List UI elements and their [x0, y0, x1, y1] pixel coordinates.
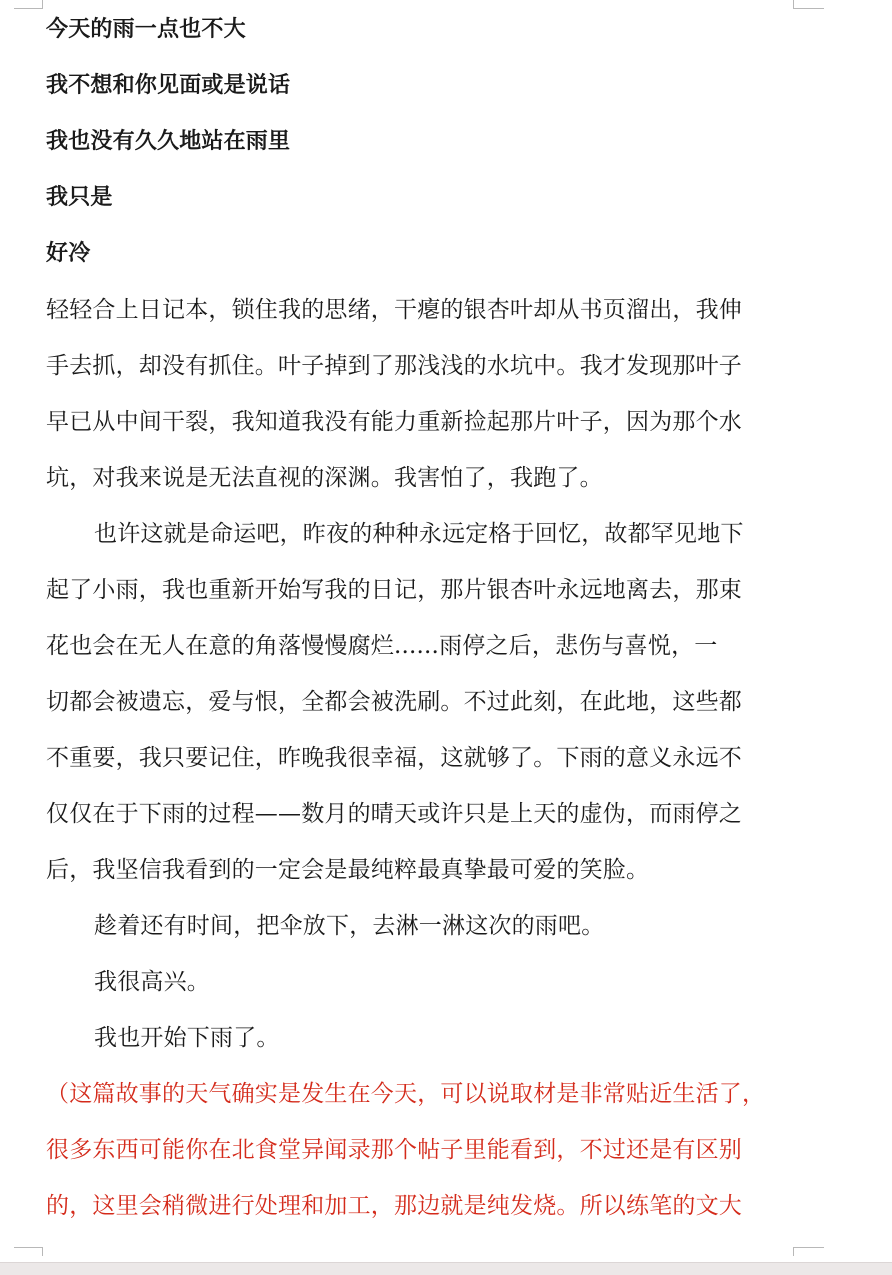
author-note-line: 很多东西可能你在北食堂异闻录那个帖子里能看到，不过还是有区别: [46, 1137, 742, 1163]
paragraph-line: 切都会被遗忘，爱与恨，全都会被洗刷。不过此刻，在此地，这些都: [46, 689, 742, 715]
paragraph-line: 我很高兴。: [94, 969, 210, 995]
page-gap-strip: [0, 1262, 892, 1275]
paragraph-line: 仅仅在于下雨的过程——数月的晴天或许只是上天的虚伪，而雨停之: [46, 801, 742, 827]
author-note-line: （这篇故事的天气确实是发生在今天，可以说取材是非常贴近生活了，: [46, 1081, 766, 1107]
poem-line: 我只是: [46, 185, 113, 210]
paragraph-line: 我也开始下雨了。: [94, 1025, 280, 1051]
page-corner-mark: [793, 1247, 824, 1256]
page-corner-mark: [14, 1247, 43, 1256]
paragraph-line: 起了小雨，我也重新开始写我的日记，那片银杏叶永远地离去，那束: [46, 577, 742, 603]
poem-line: 今天的雨一点也不大: [46, 17, 246, 42]
paragraph-line: 趁着还有时间，把伞放下，去淋一淋这次的雨吧。: [94, 913, 605, 939]
author-note-line: 的，这里会稍微进行处理和加工，那边就是纯发烧。所以练笔的文大: [46, 1193, 742, 1219]
paragraph-line: 轻轻合上日记本，锁住我的思绪，干瘪的银杏叶却从书页溜出，我伸: [46, 297, 742, 323]
poem-line: 我不想和你见面或是说话: [46, 73, 291, 98]
paragraph-line: 早已从中间干裂，我知道我没有能力重新捡起那片叶子，因为那个水: [46, 409, 742, 435]
paragraph-line: 不重要，我只要记住，昨晚我很幸福，这就够了。下雨的意义永远不: [46, 745, 742, 771]
paragraph-line: 也许这就是命运吧，昨夜的种种永远定格于回忆，故都罕见地下: [94, 521, 744, 547]
page-corner-mark: [793, 0, 824, 9]
poem-line: 我也没有久久地站在雨里: [46, 129, 291, 154]
poem-line: 好冷: [46, 241, 91, 266]
paragraph-line: 手去抓，却没有抓住。叶子掉到了那浅浅的水坑中。我才发现那叶子: [46, 353, 742, 379]
paragraph-line: 坑，对我来说是无法直视的深渊。我害怕了，我跑了。: [46, 465, 603, 491]
paragraph-line: 后，我坚信我看到的一定会是最纯粹最真挚最可爱的笑脸。: [46, 857, 650, 883]
paragraph-line: 花也会在无人在意的角落慢慢腐烂......雨停之后，悲伤与喜悦，一: [46, 633, 718, 659]
document-body[interactable]: [46, 16, 798, 1220]
page-corner-mark: [14, 0, 43, 9]
